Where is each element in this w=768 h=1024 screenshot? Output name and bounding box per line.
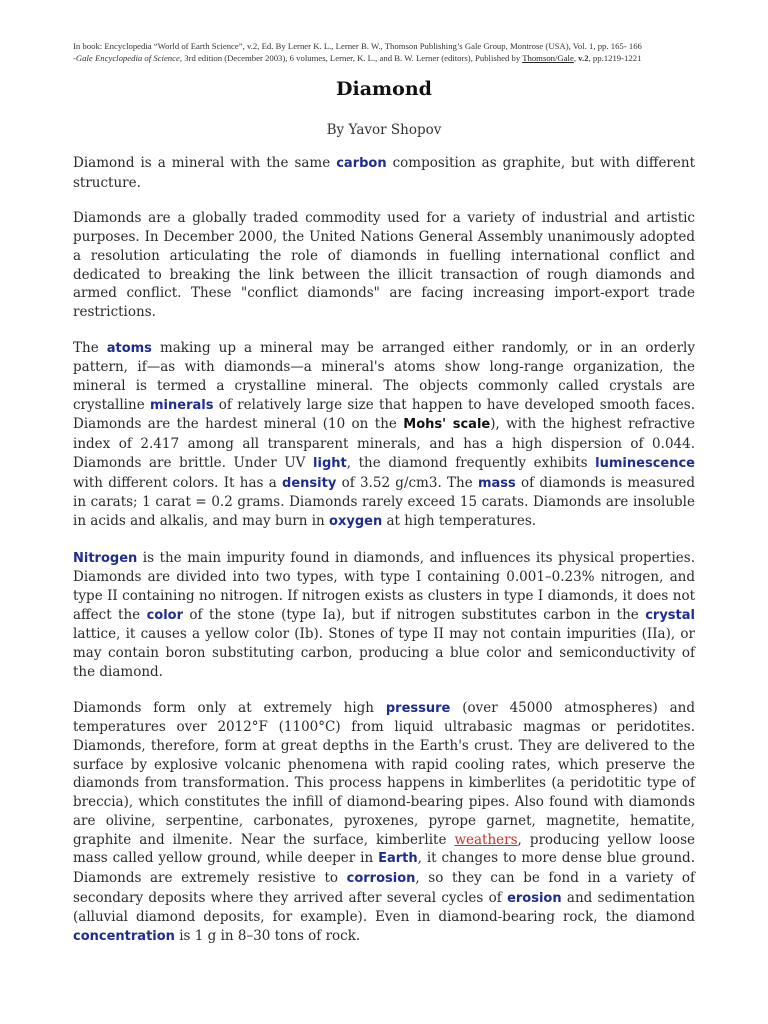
paragraph-4: Nitrogen is the main impurity found in diamonds, and influences its physical properties. Diamonds are divided into two types, with type I containing 0.001–0.23% nitrogen, and type II containing no nitrogen. If nitrogen exists as clusters in type I diamonds, it does not affect the color of the stone (type Ia), but if nitrogen substitutes carbon in the crystal lattice, it causes a yellow color (Ib). Stones of type II may not contain impurities (IIa), or may contain boron substituting carbon, producing a blue color and semiconductivity of the diamond. — [73, 549, 695, 680]
author-byline: By Yavor Shopov — [326, 122, 442, 138]
keyword-pressure[interactable]: pressure — [385, 700, 451, 716]
keyword-carbon[interactable]: carbon — [336, 156, 387, 171]
keyword-nitrogen[interactable]: Nitrogen — [73, 550, 138, 566]
volume-label: v.2 — [578, 53, 589, 63]
keyword-oxygen[interactable]: oxygen — [329, 513, 383, 529]
keyword-crystal[interactable]: crystal — [645, 607, 695, 623]
citation-reference — [73, 40, 703, 64]
keyword-concentration[interactable]: concentration — [73, 929, 175, 945]
keyword-earth[interactable]: Earth — [378, 851, 418, 867]
keyword-luminescence[interactable]: luminescence — [595, 455, 695, 471]
publisher-link[interactable]: Thomson/Gale — [522, 53, 574, 63]
keyword-atoms[interactable]: atoms — [106, 340, 152, 356]
citation-source: -Gale Encyclopedia of Science, — [73, 53, 183, 63]
keyword-light[interactable]: light — [313, 455, 347, 471]
article-body — [73, 154, 695, 964]
keyword-density[interactable]: density — [282, 475, 337, 491]
paragraph-1: Diamond is a mineral with the same carbon composition as graphite, but with different structure. — [73, 155, 695, 191]
paragraph-2: Diamonds are a globally traded commodity used for a variety of industrial and artistic purposes. In December 2000, the United Nations General Assembly unanimously adopted a resolution articulating the role of diamonds in fuelling international conflict and dedicated to breaking the link between the illicit transaction of rough diamonds and armed conflict. These "conflict diamonds" are facing increasing import-export trade restrictions. — [73, 210, 695, 320]
keyword-mass[interactable]: mass — [477, 475, 516, 491]
link-weathers[interactable]: weathers — [454, 831, 518, 848]
keyword-minerals[interactable]: minerals — [150, 397, 214, 413]
paragraph-3: The atoms making up a mineral may be arranged either randomly, or in an orderly pattern, if—as with diamonds—a mineral's atoms show long-range organization, the mineral is termed a crystalline mineral. The objects commonly called crystals are crystalline minerals of relatively large size that happen to have developed smooth faces. Diamonds are the hardest mineral (10 on the Mohs' scale), with the highest refractive index of 2.417 among all transparent minerals, and has a high dispersion of 0.044. Diamonds are brittle. Under UV light, the diamond frequently exhibits luminescence with different colors. It has a density of 3.52 g/cm3. The mass of diamonds is measured in carats; 1 carat = 0.2 grams. Diamonds rarely exceed 15 carats. Diamonds are insoluble in acids and alkalis, and may burn in oxygen at high temperatures. — [73, 339, 695, 529]
keyword-mohs-scale[interactable]: Mohs' scale — [403, 417, 491, 433]
citation-line-1: In book: Encyclopedia “World of Earth Science”, v.2, Ed. By Lerner K. L., Lerner B. W., Thomson Publishing’s Gale Group, Montrose (USA), Vol. 1, pp. 165- 166 — [73, 41, 642, 51]
page-title: Diamond — [336, 78, 432, 100]
paragraph-5: Diamonds form only at extremely high pressure (over 45000 atmospheres) and temperatures over 2012°F (1100°C) from liquid ultrabasic magmas or peridotites. Diamonds, therefore, form at great depths in the Earth's crust. They are delivered to the surface by explosive volcanic phenomena with rapid cooling rates, which preserve the diamonds from transformation. This process happens in kimberlites (a peridotitic type of breccia), which constitutes the infill of diamond-bearing pipes. Also found with diamonds are olivine, serpentine, carbonates, pyroxenes, pyrope garnet, magnetite, hematite, graphite and ilmenite. Near the surface, kimberlite weathers, producing yellow loose mass called yellow ground, while deeper in Earth, it changes to more dense blue ground. Diamonds are extremely resistive to corrosion, so they can be fond in a variety of secondary deposits where they arrived after several cycles of erosion and sedimentation (alluvial diamond deposits, for example). Even in diamond-bearing rock, the diamond concentration is 1 g in 8–30 tons of rock. — [73, 699, 696, 945]
citation-line-2: -Gale Encyclopedia of Science, 3rd edition (December 2003), 6 volumes, Lerner, K. L., and B. W. Lerner (editors), Published by Thomson/Gale, v.2, pp.1219-1221 — [73, 53, 642, 63]
keyword-color[interactable]: color — [146, 607, 183, 623]
keyword-corrosion[interactable]: corrosion — [346, 870, 416, 886]
keyword-erosion[interactable]: erosion — [507, 890, 562, 906]
